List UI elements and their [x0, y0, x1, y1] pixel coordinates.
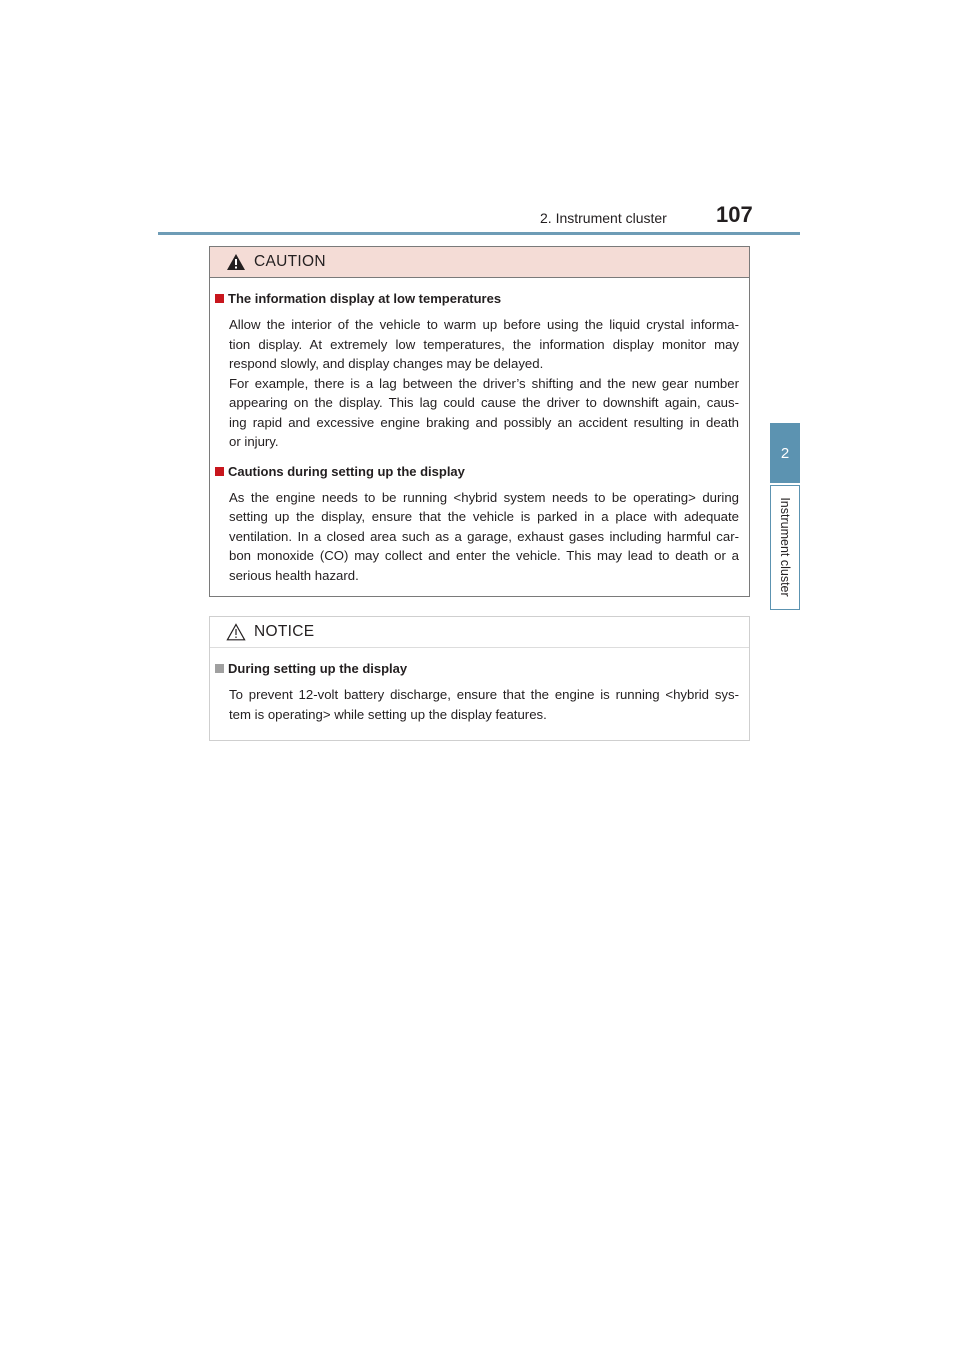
body-line: ing rapid and excessive engine braking and possibly an accident resulting in death: [229, 414, 739, 430]
body-line: To prevent 12-volt battery discharge, ensure that the engine is running <hybrid sys-: [229, 687, 739, 702]
body-line: For example, there is a lag between the driver’s shifting and the new gear number: [229, 375, 739, 391]
caution-section-1: [210, 290, 749, 452]
body-line: appearing on the display. This lag could cause the driver to downshift again, caus-: [229, 395, 739, 410]
section-title: 2. Instrument cluster: [540, 210, 667, 226]
section-body: [229, 685, 739, 724]
square-bullet-icon: [215, 467, 224, 476]
caution-title: CAUTION: [254, 253, 326, 270]
section-heading: Cautions during setting up the display: [210, 463, 749, 480]
warning-triangle-filled-icon: [226, 253, 246, 271]
notice-box: [209, 616, 750, 741]
body-line: bon monoxide (CO) may collect and enter the vehicle. This may lead to death or a: [229, 548, 739, 563]
caution-box: [209, 246, 750, 597]
square-bullet-icon: [215, 664, 224, 673]
page-number: 107: [716, 202, 753, 227]
body-line: respond slowly, and display changes may be delayed.: [229, 356, 544, 371]
section-heading: During setting up the display: [210, 660, 749, 677]
section-body: [229, 488, 739, 586]
caution-header: [210, 247, 749, 278]
caution-section-2: [210, 463, 749, 586]
warning-triangle-outline-icon: [226, 623, 246, 641]
notice-title: NOTICE: [254, 623, 315, 640]
body-line: tem is operating> while setting up the display features.: [229, 706, 547, 722]
notice-section-1: [210, 660, 749, 724]
chapter-tab-number: 2: [770, 423, 800, 483]
notice-header: [210, 617, 749, 648]
body-line: serious health hazard.: [229, 567, 359, 583]
chapter-tab-label: Instrument cluster: [778, 497, 792, 597]
body-line: ventilation. In a closed area such as a garage, exhaust gases including harmful car-: [229, 528, 739, 544]
body-line: or injury.: [229, 434, 279, 449]
section-heading: The information display at low temperatures: [210, 290, 749, 307]
body-line: setting up the display, ensure that the vehicle is parked in a place with adequate: [229, 509, 739, 524]
body-line: Allow the interior of the vehicle to warm up before using the liquid crystal informa-: [229, 317, 739, 332]
square-bullet-icon: [215, 294, 224, 303]
header-rule: [158, 232, 800, 235]
body-line: As the engine needs to be running <hybrid system needs to be operating> during: [229, 489, 739, 505]
section-body: [229, 315, 739, 452]
body-line: tion display. At extremely low temperatures, the information display monitor may: [229, 336, 739, 352]
